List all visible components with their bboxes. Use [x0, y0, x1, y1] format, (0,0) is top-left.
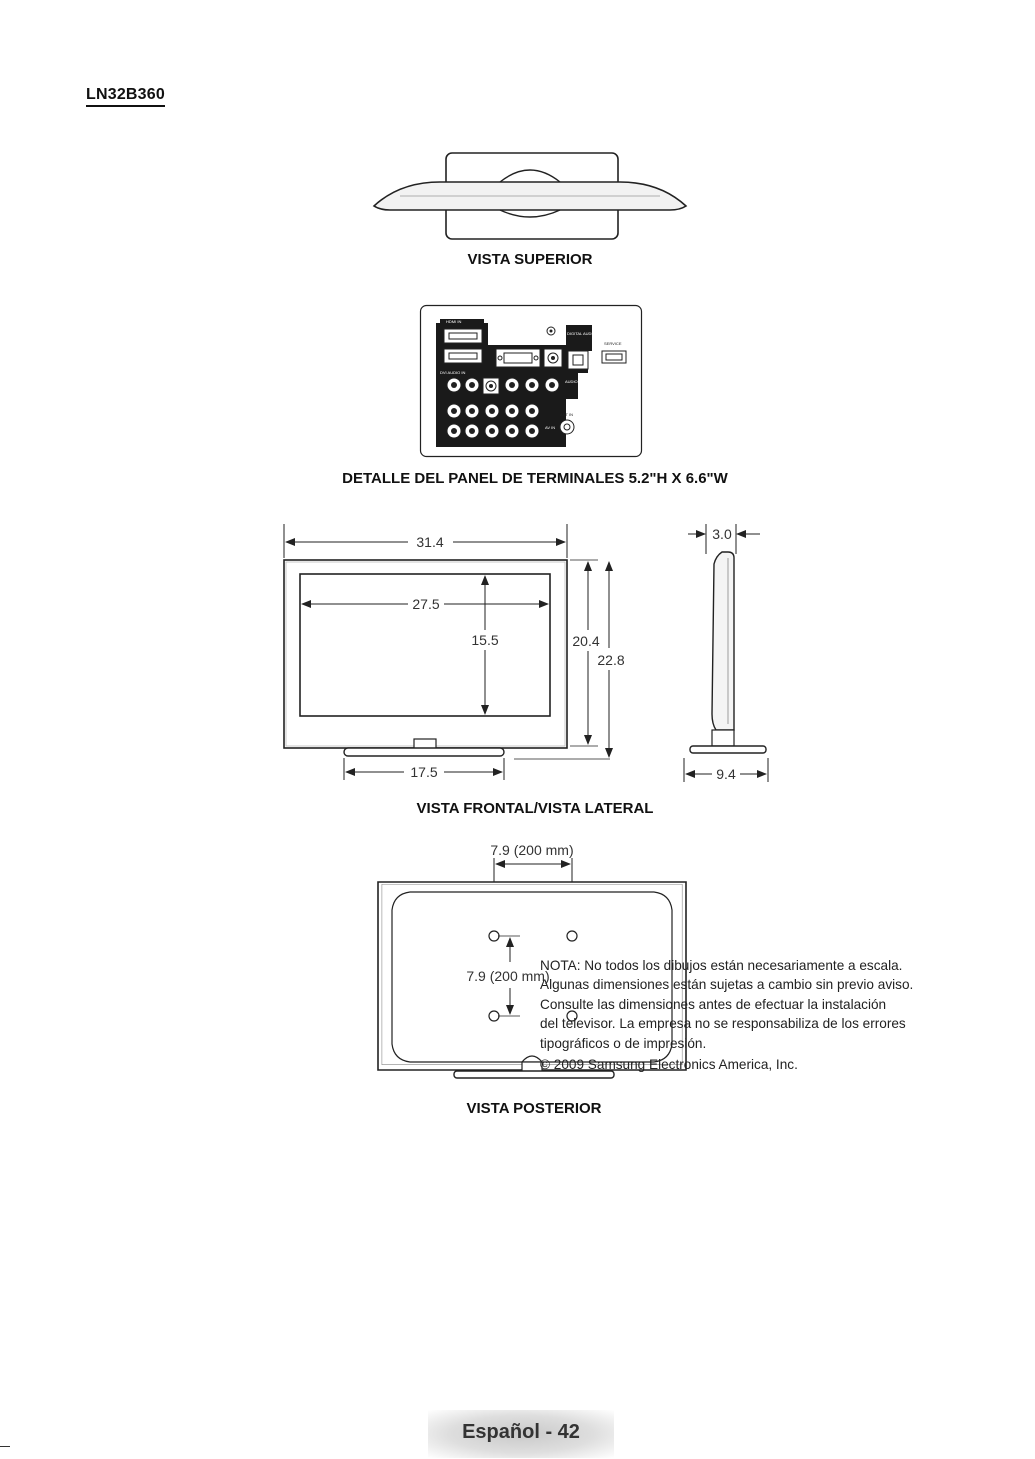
note-line: Consulte las dimensiones antes de efectuar la instalación [540, 996, 887, 1012]
ant-in-label: ANT IN [560, 412, 574, 417]
vesa-hole-top-right [567, 931, 577, 941]
digital-audio-out-label: DIGITAL AUDIO OUT (OPTICAL) [567, 331, 627, 336]
page-footer [428, 1410, 614, 1458]
component-in-label: COMPONENT IN [472, 448, 504, 453]
hdmi-port-2 [444, 329, 482, 343]
side-profile [712, 552, 734, 730]
front-side-caption: VISTA FRONTAL/VISTA LATERAL [416, 800, 654, 817]
body-height-label: 20.4 [572, 633, 600, 649]
dvi-audio-in-label: DVI AUDIO IN [440, 370, 466, 375]
note-line: Algunas dimensiones están sujetas a cambio sin previo aviso. [540, 977, 914, 993]
optical-port [568, 351, 588, 369]
stand-width-label: 17.5 [410, 764, 438, 780]
hdmi-port-1 [444, 349, 482, 363]
note-line: tipográficos o de impresión. [540, 1035, 707, 1051]
audio-out-block [564, 371, 578, 399]
av-in-label: AV IN [545, 425, 556, 430]
terminal-panel-drawing [420, 305, 642, 457]
side-view-drawing [676, 518, 786, 788]
audio-out-label: AUDIO OUT [565, 379, 588, 384]
hdmi-in-label: HDMI IN [446, 319, 462, 324]
side-stand-base [690, 746, 766, 753]
stand-depth-label: 9.4 [716, 766, 736, 782]
note-block [540, 956, 960, 1074]
vesa-hole-top-left [489, 931, 499, 941]
vesa-hole-bottom-left [489, 1011, 499, 1021]
service-label: SERVICE [604, 341, 622, 346]
pc-port [496, 349, 540, 367]
top-view-caption: VISTA SUPERIOR [467, 251, 593, 268]
edge-mark [0, 1446, 10, 1447]
top-view-drawing [360, 140, 700, 250]
copyright: © 2009 Samsung Electronics America, Inc. [540, 1057, 798, 1073]
total-height-label: 22.8 [597, 652, 625, 668]
overall-width-label: 31.4 [416, 534, 444, 550]
digital-audio-out-block [566, 325, 592, 351]
terminal-caption: DETALLE DEL PANEL DE TERMINALES 5.2"H X 6.6"W [342, 470, 728, 487]
vesa-vertical-label: 7.9 (200 mm) [466, 968, 550, 984]
vesa-horizontal-label: 7.9 (200 mm) [490, 842, 574, 858]
depth-label: 3.0 [712, 526, 732, 542]
screen-height-label: 15.5 [471, 632, 499, 648]
front-view-drawing [278, 518, 638, 788]
page-number: Español - 42 [462, 1421, 580, 1443]
note-line: NOTA: No todos los dibujos están necesariamente a escala. [540, 958, 903, 973]
note-line: del televisor. La empresa no se responsabiliza de los errores [540, 1016, 906, 1032]
screen-width-label: 27.5 [412, 596, 440, 612]
model-number: LN32B360 [86, 86, 165, 107]
ant-in-port [560, 420, 574, 434]
side-stand-neck [712, 730, 734, 746]
rear-caption: VISTA POSTERIOR [466, 1100, 602, 1117]
front-stand-base [344, 748, 504, 756]
